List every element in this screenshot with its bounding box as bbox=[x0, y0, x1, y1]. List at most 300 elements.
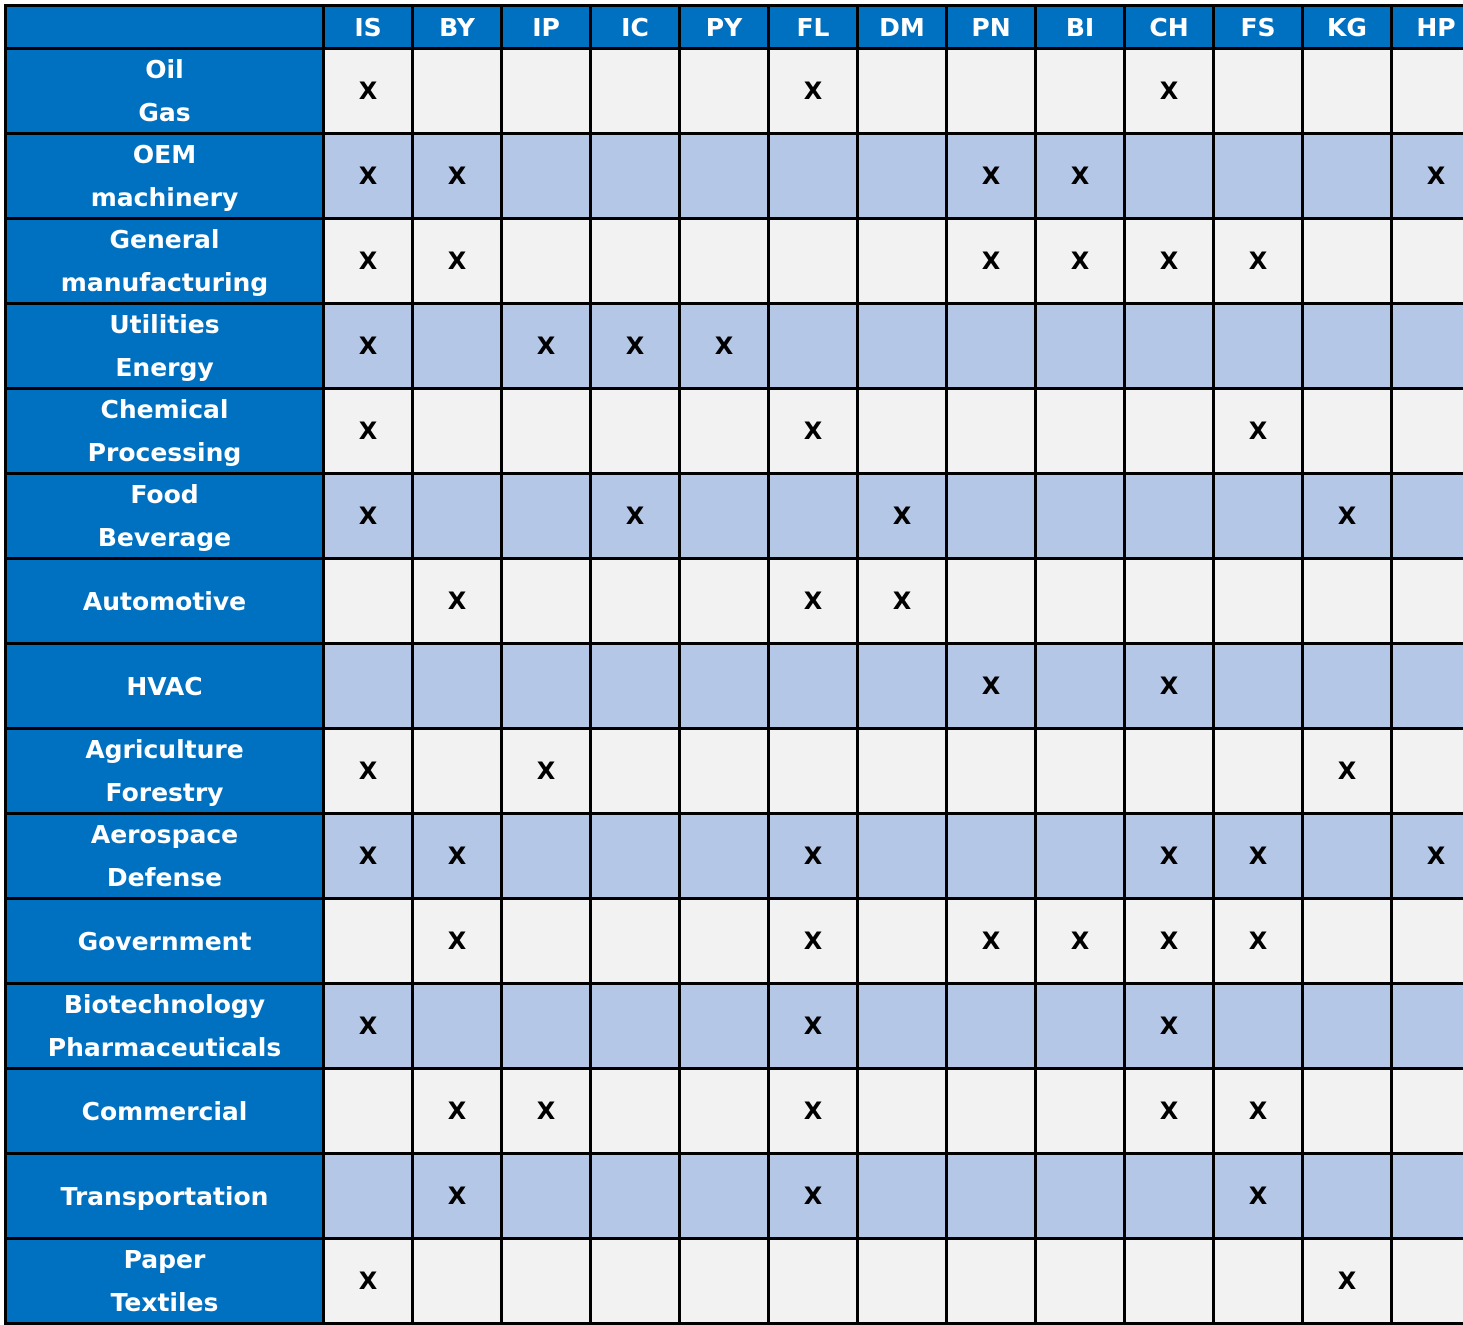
matrix-cell bbox=[325, 815, 411, 897]
matrix-cell bbox=[503, 390, 589, 472]
column-header-is: IS bbox=[325, 7, 411, 47]
row-label bbox=[7, 390, 322, 472]
matrix-cell bbox=[1304, 1070, 1390, 1152]
row-label bbox=[7, 135, 322, 217]
matrix-cell bbox=[592, 900, 678, 982]
matrix-cell bbox=[325, 1070, 411, 1152]
matrix-cell bbox=[503, 560, 589, 642]
row-label bbox=[7, 645, 322, 727]
matrix-cell bbox=[592, 50, 678, 132]
matrix-cell bbox=[592, 1240, 678, 1322]
matrix-cell bbox=[414, 985, 500, 1067]
matrix-cell bbox=[592, 220, 678, 302]
matrix-cell bbox=[1393, 730, 1463, 812]
matrix-cell bbox=[1393, 305, 1463, 387]
column-header-kg: KG bbox=[1304, 7, 1390, 47]
matrix-cell bbox=[1126, 220, 1212, 302]
row-label bbox=[7, 220, 322, 302]
matrix-cell bbox=[1215, 815, 1301, 897]
matrix-cell bbox=[325, 645, 411, 727]
matrix-cell bbox=[503, 645, 589, 727]
matrix-mark: X bbox=[803, 587, 823, 615]
matrix-mark: X bbox=[714, 332, 734, 360]
matrix-cell bbox=[770, 305, 856, 387]
matrix-cell bbox=[325, 305, 411, 387]
row-label-line: Pharmaceuticals bbox=[47, 1033, 282, 1062]
matrix-mark: X bbox=[1159, 927, 1179, 955]
matrix-cell bbox=[770, 475, 856, 557]
matrix-cell bbox=[1126, 815, 1212, 897]
matrix-cell bbox=[859, 1155, 945, 1237]
matrix-cell bbox=[414, 390, 500, 472]
matrix-mark: X bbox=[803, 417, 823, 445]
matrix-cell bbox=[1304, 1240, 1390, 1322]
matrix-mark: X bbox=[1337, 502, 1357, 530]
matrix-cell bbox=[1037, 1070, 1123, 1152]
matrix-cell bbox=[592, 1155, 678, 1237]
matrix-cell bbox=[325, 730, 411, 812]
matrix-cell bbox=[414, 1240, 500, 1322]
row-label bbox=[7, 1070, 322, 1152]
matrix-cell bbox=[1037, 475, 1123, 557]
matrix-cell bbox=[681, 305, 767, 387]
matrix-cell bbox=[859, 1070, 945, 1152]
matrix-cell bbox=[948, 50, 1034, 132]
matrix-cell bbox=[1037, 50, 1123, 132]
matrix-cell bbox=[1304, 135, 1390, 217]
row-label-line: General bbox=[109, 225, 220, 254]
matrix-cell bbox=[1215, 390, 1301, 472]
matrix-cell bbox=[948, 730, 1034, 812]
matrix-mark: X bbox=[447, 247, 467, 275]
matrix-cell bbox=[1126, 475, 1212, 557]
matrix-cell bbox=[681, 645, 767, 727]
matrix-cell bbox=[592, 815, 678, 897]
matrix-cell bbox=[592, 645, 678, 727]
row-label-line: manufacturing bbox=[60, 268, 269, 297]
matrix-cell bbox=[681, 1240, 767, 1322]
matrix-cell bbox=[770, 985, 856, 1067]
matrix-mark: X bbox=[1159, 1012, 1179, 1040]
matrix-cell bbox=[414, 305, 500, 387]
matrix-cell bbox=[414, 730, 500, 812]
matrix-mark: X bbox=[1248, 417, 1268, 445]
matrix-mark: X bbox=[1070, 247, 1090, 275]
matrix-cell bbox=[1393, 815, 1463, 897]
matrix-cell bbox=[859, 390, 945, 472]
matrix-mark: X bbox=[892, 502, 912, 530]
matrix-mark: X bbox=[358, 162, 378, 190]
matrix-cell bbox=[1393, 1070, 1463, 1152]
matrix-cell bbox=[1037, 135, 1123, 217]
matrix-cell bbox=[503, 1240, 589, 1322]
matrix-cell bbox=[1126, 1155, 1212, 1237]
matrix-mark: X bbox=[1337, 757, 1357, 785]
matrix-cell bbox=[325, 1240, 411, 1322]
matrix-cell bbox=[1126, 305, 1212, 387]
matrix-cell bbox=[414, 135, 500, 217]
matrix-cell bbox=[414, 900, 500, 982]
matrix-mark: X bbox=[803, 1182, 823, 1210]
row-label-line: Automotive bbox=[82, 586, 247, 616]
matrix-mark: X bbox=[447, 162, 467, 190]
matrix-cell bbox=[325, 900, 411, 982]
matrix-cell bbox=[1393, 220, 1463, 302]
matrix-cell bbox=[859, 475, 945, 557]
matrix-cell bbox=[948, 560, 1034, 642]
matrix-mark: X bbox=[1070, 927, 1090, 955]
matrix-cell bbox=[859, 985, 945, 1067]
matrix-cell bbox=[1037, 985, 1123, 1067]
row-label-line: Transportation bbox=[60, 1181, 269, 1211]
row-label-line: Government bbox=[77, 926, 252, 956]
matrix-cell bbox=[1304, 645, 1390, 727]
row-label-line: Commercial bbox=[81, 1096, 248, 1126]
matrix-cell bbox=[1126, 390, 1212, 472]
matrix-cell bbox=[1393, 900, 1463, 982]
matrix-cell bbox=[770, 50, 856, 132]
matrix-cell bbox=[948, 390, 1034, 472]
matrix-cell bbox=[948, 475, 1034, 557]
matrix-cell bbox=[503, 135, 589, 217]
matrix-mark: X bbox=[803, 1097, 823, 1125]
matrix-cell bbox=[1126, 645, 1212, 727]
matrix-cell bbox=[770, 390, 856, 472]
row-label bbox=[7, 305, 322, 387]
matrix-cell bbox=[592, 1070, 678, 1152]
matrix-cell bbox=[1126, 1070, 1212, 1152]
matrix-cell bbox=[1037, 900, 1123, 982]
matrix-cell bbox=[325, 475, 411, 557]
matrix-mark: X bbox=[358, 247, 378, 275]
row-label-line: Defense bbox=[106, 863, 223, 892]
matrix-cell bbox=[1304, 305, 1390, 387]
row-label-line: Forestry bbox=[105, 778, 224, 807]
matrix-cell bbox=[414, 220, 500, 302]
row-label-line: Energy bbox=[115, 353, 214, 382]
matrix-cell bbox=[681, 1070, 767, 1152]
column-header-ip: IP bbox=[503, 7, 589, 47]
matrix-cell bbox=[770, 1240, 856, 1322]
matrix-mark: X bbox=[1248, 927, 1268, 955]
matrix-cell bbox=[770, 220, 856, 302]
matrix-mark: X bbox=[1070, 162, 1090, 190]
matrix-cell bbox=[770, 730, 856, 812]
matrix-cell bbox=[1215, 305, 1301, 387]
matrix-cell bbox=[770, 560, 856, 642]
matrix-cell bbox=[1393, 1155, 1463, 1237]
matrix-mark: X bbox=[447, 842, 467, 870]
column-header-fl: FL bbox=[770, 7, 856, 47]
matrix-cell bbox=[414, 50, 500, 132]
matrix-mark: X bbox=[1426, 842, 1446, 870]
matrix-cell bbox=[1393, 1240, 1463, 1322]
matrix-cell bbox=[503, 50, 589, 132]
matrix-mark: X bbox=[1248, 1182, 1268, 1210]
matrix-cell bbox=[859, 220, 945, 302]
row-label-line: Food bbox=[130, 480, 199, 509]
matrix-cell bbox=[1393, 390, 1463, 472]
matrix-cell bbox=[1215, 645, 1301, 727]
column-header-bi: BI bbox=[1037, 7, 1123, 47]
matrix-cell bbox=[1126, 1240, 1212, 1322]
matrix-mark: X bbox=[1159, 247, 1179, 275]
matrix-cell bbox=[681, 815, 767, 897]
matrix-cell bbox=[1037, 220, 1123, 302]
matrix-cell bbox=[1393, 645, 1463, 727]
matrix-cell bbox=[1215, 220, 1301, 302]
matrix-mark: X bbox=[625, 332, 645, 360]
matrix-cell bbox=[325, 560, 411, 642]
matrix-cell bbox=[1215, 730, 1301, 812]
matrix-mark: X bbox=[892, 587, 912, 615]
row-label bbox=[7, 1240, 322, 1322]
matrix-cell bbox=[1037, 390, 1123, 472]
matrix-cell bbox=[1037, 560, 1123, 642]
matrix-cell bbox=[859, 135, 945, 217]
matrix-cell bbox=[770, 1070, 856, 1152]
matrix-cell bbox=[592, 135, 678, 217]
matrix-cell bbox=[503, 1070, 589, 1152]
matrix-mark: X bbox=[536, 1097, 556, 1125]
matrix-cell bbox=[325, 1155, 411, 1237]
row-label-line: Gas bbox=[138, 98, 191, 127]
matrix-cell bbox=[1304, 900, 1390, 982]
matrix-cell bbox=[681, 730, 767, 812]
matrix-mark: X bbox=[981, 162, 1001, 190]
row-label-line: Aerospace bbox=[90, 820, 239, 849]
column-header-fs: FS bbox=[1215, 7, 1301, 47]
matrix-cell bbox=[325, 50, 411, 132]
matrix-cell bbox=[592, 305, 678, 387]
matrix-mark: X bbox=[1248, 247, 1268, 275]
matrix-cell bbox=[1215, 135, 1301, 217]
matrix-cell bbox=[948, 305, 1034, 387]
matrix-cell bbox=[1393, 50, 1463, 132]
matrix-mark: X bbox=[358, 417, 378, 445]
matrix-cell bbox=[414, 1070, 500, 1152]
matrix-cell bbox=[948, 815, 1034, 897]
column-header-hp: HP bbox=[1393, 7, 1463, 47]
matrix-cell bbox=[948, 135, 1034, 217]
matrix-cell bbox=[1304, 730, 1390, 812]
matrix-cell bbox=[414, 645, 500, 727]
matrix-cell bbox=[1037, 305, 1123, 387]
matrix-mark: X bbox=[358, 1012, 378, 1040]
matrix-cell bbox=[681, 475, 767, 557]
matrix-cell bbox=[1393, 135, 1463, 217]
matrix-mark: X bbox=[447, 1097, 467, 1125]
matrix-cell bbox=[1126, 560, 1212, 642]
matrix-cell bbox=[1304, 390, 1390, 472]
row-label-line: Agriculture bbox=[85, 735, 244, 764]
matrix-cell bbox=[681, 985, 767, 1067]
matrix-cell bbox=[948, 1240, 1034, 1322]
matrix-cell bbox=[1126, 985, 1212, 1067]
row-label bbox=[7, 730, 322, 812]
matrix-cell bbox=[414, 1155, 500, 1237]
matrix-mark: X bbox=[1426, 162, 1446, 190]
matrix-cell bbox=[1304, 50, 1390, 132]
matrix-cell bbox=[770, 1155, 856, 1237]
row-label-line: Processing bbox=[87, 438, 242, 467]
row-label-line: Paper bbox=[123, 1245, 206, 1274]
row-label-line: Beverage bbox=[97, 523, 232, 552]
matrix-mark: X bbox=[358, 77, 378, 105]
row-label-line: Oil bbox=[145, 55, 184, 84]
matrix-cell bbox=[503, 475, 589, 557]
matrix-cell bbox=[592, 390, 678, 472]
matrix-cell bbox=[1304, 1155, 1390, 1237]
column-header-dm: DM bbox=[859, 7, 945, 47]
matrix-cell bbox=[1304, 220, 1390, 302]
matrix-cell bbox=[325, 220, 411, 302]
matrix-cell bbox=[325, 985, 411, 1067]
matrix-cell bbox=[681, 220, 767, 302]
matrix-cell bbox=[592, 730, 678, 812]
matrix-cell bbox=[592, 475, 678, 557]
matrix-cell bbox=[1215, 1155, 1301, 1237]
matrix-cell bbox=[681, 1155, 767, 1237]
matrix-cell bbox=[948, 985, 1034, 1067]
matrix-mark: X bbox=[358, 1267, 378, 1295]
matrix-cell bbox=[1215, 1070, 1301, 1152]
industry-matrix-table bbox=[4, 4, 1463, 1325]
matrix-cell bbox=[681, 135, 767, 217]
matrix-cell bbox=[1126, 900, 1212, 982]
matrix-mark: X bbox=[625, 502, 645, 530]
matrix-mark: X bbox=[981, 927, 1001, 955]
matrix-cell bbox=[948, 645, 1034, 727]
matrix-mark: X bbox=[358, 842, 378, 870]
matrix-cell bbox=[1037, 1240, 1123, 1322]
matrix-mark: X bbox=[447, 927, 467, 955]
column-header-by: BY bbox=[414, 7, 500, 47]
matrix-mark: X bbox=[1337, 1267, 1357, 1295]
row-label-line: OEM bbox=[132, 140, 197, 169]
matrix-cell bbox=[1215, 900, 1301, 982]
matrix-mark: X bbox=[981, 247, 1001, 275]
row-label bbox=[7, 900, 322, 982]
matrix-cell bbox=[1215, 1240, 1301, 1322]
matrix-cell bbox=[859, 900, 945, 982]
matrix-cell bbox=[1126, 135, 1212, 217]
column-header-pn: PN bbox=[948, 7, 1034, 47]
row-label bbox=[7, 50, 322, 132]
matrix-cell bbox=[1215, 475, 1301, 557]
corner-header-cell bbox=[7, 7, 322, 47]
column-header-py: PY bbox=[681, 7, 767, 47]
matrix-mark: X bbox=[803, 927, 823, 955]
matrix-cell bbox=[859, 645, 945, 727]
matrix-cell bbox=[1215, 985, 1301, 1067]
column-header-ch: CH bbox=[1126, 7, 1212, 47]
matrix-mark: X bbox=[803, 1012, 823, 1040]
matrix-cell bbox=[948, 900, 1034, 982]
matrix-cell bbox=[1037, 815, 1123, 897]
matrix-mark: X bbox=[803, 77, 823, 105]
matrix-cell bbox=[859, 560, 945, 642]
matrix-cell bbox=[770, 645, 856, 727]
row-label-line: Textiles bbox=[110, 1288, 219, 1317]
matrix-cell bbox=[681, 390, 767, 472]
matrix-cell bbox=[859, 1240, 945, 1322]
row-label bbox=[7, 815, 322, 897]
row-label-line: Biotechnology bbox=[63, 990, 266, 1019]
matrix-cell bbox=[592, 985, 678, 1067]
matrix-cell bbox=[503, 815, 589, 897]
matrix-mark: X bbox=[1159, 77, 1179, 105]
matrix-cell bbox=[1215, 560, 1301, 642]
matrix-cell bbox=[1304, 815, 1390, 897]
matrix-mark: X bbox=[1248, 842, 1268, 870]
matrix-cell bbox=[1037, 1155, 1123, 1237]
matrix-cell bbox=[503, 305, 589, 387]
column-header-ic: IC bbox=[592, 7, 678, 47]
matrix-mark: X bbox=[1248, 1097, 1268, 1125]
matrix-cell bbox=[503, 220, 589, 302]
matrix-mark: X bbox=[447, 587, 467, 615]
matrix-cell bbox=[948, 220, 1034, 302]
row-label bbox=[7, 560, 322, 642]
matrix-mark: X bbox=[1159, 842, 1179, 870]
row-label-line: HVAC bbox=[126, 671, 203, 701]
matrix-mark: X bbox=[981, 672, 1001, 700]
matrix-cell bbox=[503, 900, 589, 982]
matrix-cell bbox=[859, 305, 945, 387]
matrix-cell bbox=[1304, 475, 1390, 557]
matrix-mark: X bbox=[358, 502, 378, 530]
matrix-cell bbox=[1037, 645, 1123, 727]
matrix-cell bbox=[770, 900, 856, 982]
matrix-cell bbox=[414, 475, 500, 557]
matrix-cell bbox=[681, 560, 767, 642]
matrix-cell bbox=[681, 50, 767, 132]
matrix-cell bbox=[503, 1155, 589, 1237]
matrix-mark: X bbox=[358, 332, 378, 360]
matrix-cell bbox=[948, 1070, 1034, 1152]
matrix-mark: X bbox=[447, 1182, 467, 1210]
matrix-cell bbox=[1304, 985, 1390, 1067]
matrix-cell bbox=[859, 730, 945, 812]
matrix-cell bbox=[1126, 730, 1212, 812]
matrix-mark: X bbox=[536, 332, 556, 360]
matrix-mark: X bbox=[358, 757, 378, 785]
matrix-cell bbox=[503, 985, 589, 1067]
matrix-cell bbox=[681, 900, 767, 982]
matrix-cell bbox=[1037, 730, 1123, 812]
matrix-cell bbox=[948, 1155, 1034, 1237]
row-label-line: Utilities bbox=[109, 310, 220, 339]
matrix-mark: X bbox=[1159, 1097, 1179, 1125]
matrix-cell bbox=[1215, 50, 1301, 132]
matrix-cell bbox=[414, 560, 500, 642]
matrix-cell bbox=[1393, 985, 1463, 1067]
matrix-cell bbox=[503, 730, 589, 812]
matrix-cell bbox=[1393, 560, 1463, 642]
row-label bbox=[7, 475, 322, 557]
matrix-cell bbox=[1393, 475, 1463, 557]
matrix-cell bbox=[592, 560, 678, 642]
matrix-cell bbox=[770, 135, 856, 217]
matrix-mark: X bbox=[1159, 672, 1179, 700]
matrix-mark: X bbox=[536, 757, 556, 785]
matrix-cell bbox=[1126, 50, 1212, 132]
matrix-cell bbox=[770, 815, 856, 897]
row-label-line: Chemical bbox=[100, 395, 229, 424]
matrix-cell bbox=[414, 815, 500, 897]
matrix-cell bbox=[859, 50, 945, 132]
